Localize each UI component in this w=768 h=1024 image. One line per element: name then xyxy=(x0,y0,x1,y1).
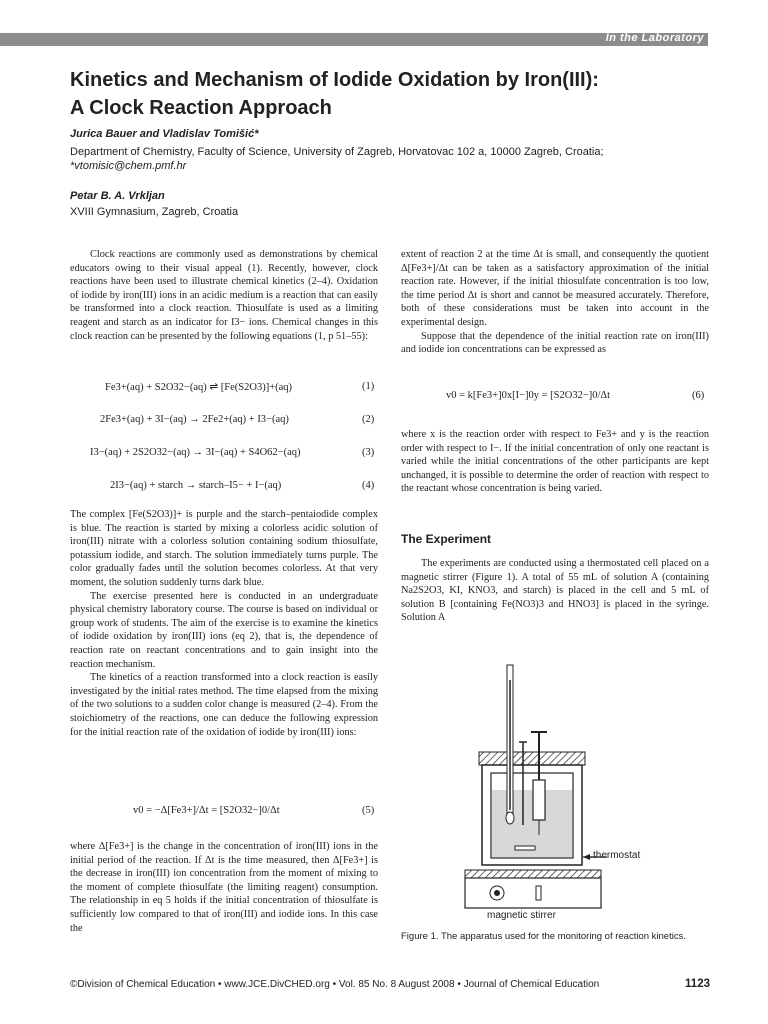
eq-number: (2) xyxy=(362,414,375,425)
stir-bar xyxy=(515,846,535,850)
eq-number: (1) xyxy=(362,381,375,392)
paragraph: where Δ[Fe3+] is the change in the concentration of iron(III) ions in the initial period of the reaction. If Δt is the time measured, then Δ[Fe3+] is the decrease in iron(III) ion concentration from the moment of mixing to the moment of complete thiosulfate (the limiting reagent) consumption. The relationship in eq 5 holds if the initial concentration of thiosulfate is sufficiently low compared to that of iron(III) and iodide ions. In this case the xyxy=(70,841,378,934)
equation-2: 2Fe3+(aq) + 3I−(aq) → 2Fe2+(aq) + I3−(aq) xyxy=(100,414,289,425)
figure-caption: Figure 1. The apparatus used for the monitoring of reaction kinetics. xyxy=(401,931,686,942)
paragraph: The experiments are conducted using a thermostated cell placed on a magnetic stirrer (Figure 1). A total of 55 mL of solution A (containing Na2S2O3, KI, KNO3, and starch) is placed in the cell and 5 mL of solution B [containing Fe(NO3)3 and HNO3] is placed in the syringe. Solution A xyxy=(401,558,709,624)
paragraph: extent of reaction 2 at the time Δt is small, and consequently the quotient Δ[Fe3+]/Δt can be taken as a satisfactory approximation of the initial reaction rate. However, if the initial thiosulfate concentration is too low, the time period Δt is short and cannot be measured accurately. Therefore, both of these considerations must be taken into account in the experimental design. xyxy=(401,249,709,328)
footer-text: ©Division of Chemical Education • www.JCE.DivCHED.org • Vol. 85 No. 8 August 2008 • Journal of Chemical Education xyxy=(70,979,600,990)
eq-number: (4) xyxy=(362,480,375,491)
author-email: *vtomisic@chem.pmf.hr xyxy=(70,160,187,172)
section-label: In the Laboratory xyxy=(605,32,704,44)
equation-3: I3−(aq) + 2S2O32−(aq) → 3I−(aq) + S4O62−(aq) xyxy=(90,447,301,458)
equation-1: Fe3+(aq) + S2O32−(aq) ⇌ [Fe(S2O3)]+(aq) xyxy=(105,382,293,393)
eq-number: (3) xyxy=(362,447,375,458)
left-col-block-2 xyxy=(70,508,378,739)
paragraph: The kinetics of a reaction transformed into a clock reaction is easily investigated by the initial rates method. The time elapsed from the mixing of the two solutions to a sudden color change is measured (2–4). From the stoichiometry of the reactions, one can deduce the following expression for the initial reaction rate of the oxidation of iodide by iron(III) ions: xyxy=(70,672,378,738)
thermostat-label: thermostat xyxy=(593,850,641,861)
authors-2: Petar B. A. Vrkljan xyxy=(70,190,165,202)
syringe-barrel xyxy=(533,780,545,820)
arrow-icon xyxy=(583,854,590,860)
equation-6: v0 = k[Fe3+]0x[I−]0y = [S2O32−]0/Δt xyxy=(446,390,611,401)
paragraph: Suppose that the dependence of the initial reaction rate on iron(III) and iodide ion concentrations can be expressed as xyxy=(401,330,709,356)
eq-number: (6) xyxy=(692,390,705,401)
cell-lid xyxy=(479,752,585,765)
stirrer-switch xyxy=(536,886,541,900)
affiliation-1-text: Department of Chemistry, Faculty of Science, University of Zagreb, Horvatovac 102 a, 10000 Zagreb, Croatia; xyxy=(70,146,604,158)
right-col-block-1 xyxy=(401,248,709,357)
eq-number: (5) xyxy=(362,805,375,816)
page-footer xyxy=(70,979,710,990)
paragraph: where x is the reaction order with respect to Fe3+ and y is the reaction order with respect to I−. If the initial concentration of only one reactant is varied while the initial concentrations of the other participants are kept unchanged, it is possible to determine the order of reaction with respect to the reactant whose concentration is being varied. xyxy=(401,429,709,495)
section-heading: The Experiment xyxy=(401,532,492,546)
paragraph: The exercise presented here is conducted in an undergraduate physical chemistry laboratory course. The course is based on individual or group work of students. The aim of the exercise is to examine the kinetics of iodide oxidation by iron(III) ions (eq 2), that is, the dependence of reaction rate on reactant concentrations and to gain insight into the reaction mechanism. xyxy=(70,590,378,670)
thermometer-bulb xyxy=(506,812,514,824)
stirrer-base xyxy=(465,878,601,908)
stirrer-label: magnetic stirrer xyxy=(487,910,556,921)
equation-5: v0 = −Δ[Fe3+]/Δt = [S2O32−]0/Δt xyxy=(133,805,280,816)
title-line-1: Kinetics and Mechanism of Iodide Oxidation by Iron(III): xyxy=(70,69,599,91)
section-bar xyxy=(0,33,708,46)
affiliation-1 xyxy=(70,145,720,173)
paragraph: Clock reactions are commonly used as demonstrations by chemical educators owing to their visual appeal (1). Recently, however, clock reactions have been used to illustrate chemical kinetics (2–4). Oxidation of iodide by iron(III) ions in an acidic medium is a reaction that can easily be transformed into a clock reaction. Thiosulfate is used as a limiting reagent and starch as an indicator for I3− ions. Chemical changes in this clock reaction can be presented by the following equations (1, p 51–55): xyxy=(70,249,378,342)
authors-1: Jurica Bauer and Vladislav Tomišić* xyxy=(70,128,259,140)
title-line-2: A Clock Reaction Approach xyxy=(70,97,332,119)
paragraph: The complex [Fe(S2O3)]+ is purple and the starch–pentaiodide complex is blue. The reaction is started by mixing a colorless acidic solution of iron(III) nitrate with a colorless solution containing sodium thiosulfate, potassium iodide, and starch. The solution immediately turns purple. The color gradually fades until the solution becomes colorless. At that very moment, the solution suddenly turns dark blue. xyxy=(70,509,378,588)
affiliation-2: XVIII Gymnasium, Zagreb, Croatia xyxy=(70,206,239,218)
page-number: 1123 xyxy=(685,978,710,990)
left-col-block-1 xyxy=(70,248,378,343)
right-col-block-2 xyxy=(401,428,709,496)
article-title xyxy=(70,66,720,122)
equation-4: 2I3−(aq) + starch → starch–I5− + I−(aq) xyxy=(110,480,282,491)
apparatus-figure xyxy=(455,660,705,925)
right-col-block-3 xyxy=(401,557,709,625)
left-col-block-3 xyxy=(70,840,378,935)
